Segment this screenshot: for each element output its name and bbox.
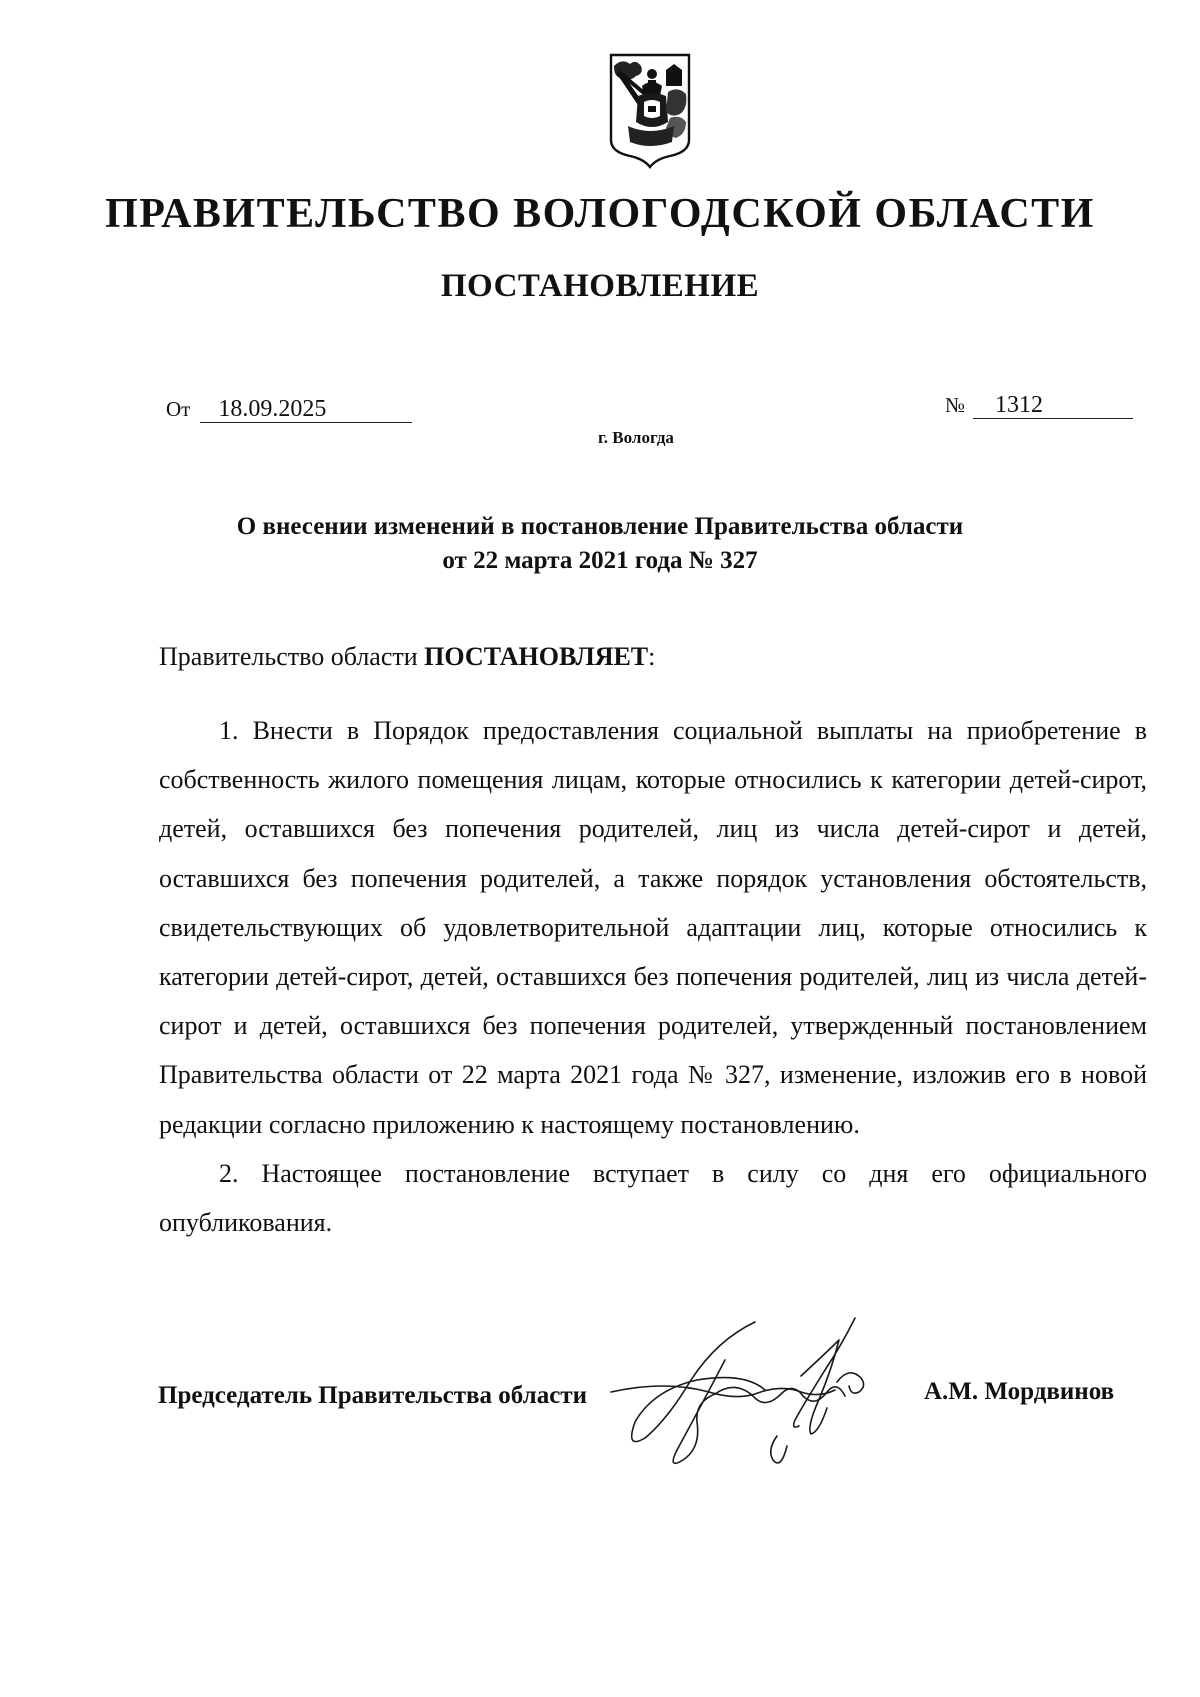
decree-preamble — [159, 642, 655, 672]
signatory-position: Председатель Правительства области — [158, 1382, 587, 1409]
date-field — [166, 396, 412, 423]
government-title: ПРАВИТЕЛЬСТВО ВОЛОГОДСКОЙ ОБЛАСТИ — [105, 191, 1095, 237]
decree-colon: : — [648, 642, 656, 671]
preamble-text: Правительство области — [159, 642, 418, 671]
signatory-name: А.М. Мордвинов — [924, 1378, 1115, 1405]
city: г. Вологда — [598, 428, 674, 447]
number-value: 1312 — [973, 392, 1133, 419]
vologda-coat-of-arms-icon — [608, 52, 692, 170]
number-field — [945, 392, 1133, 419]
subject-line-1: О внесении изменений в постановление Правительства области — [236, 513, 964, 540]
date-value: 18.09.2025 — [200, 396, 412, 423]
document-subject — [0, 510, 1200, 578]
handwritten-signature-icon — [605, 1310, 965, 1490]
decree-item-1: 1. Внести в Порядок предоставления социальной выплаты на приобретение в собственность жилого помещения лицам, которые относились к категории детей-сирот, детей, оставшихся без попечения родителей, лиц из числа детей-сирот и детей, оставшихся без попечения родителей, а также порядок установления обстоятельств, свидетельствующих об удовлетворительной адаптации лиц, которые относились к категории детей-сирот, детей, оставшихся без попечения родителей, лиц из числа детей-сирот и детей, оставшихся без попечения родителей, утвержденный постановлением Правительства области от 22 марта 2021 года № 327, изменение, изложив его в новой редакции согласно приложению к настоящему постановлению. — [159, 716, 1147, 1139]
document-type: ПОСТАНОВЛЕНИЕ — [440, 268, 760, 304]
decree-item-2: 2. Настоящее постановление вступает в силу со дня его официального опубликования. — [159, 1158, 1147, 1238]
decree-body — [159, 706, 1147, 1247]
number-prefix: № — [945, 393, 966, 417]
date-prefix: От — [166, 397, 191, 421]
subject-line-2: от 22 марта 2021 года № 327 — [442, 547, 758, 574]
decree-word: ПОСТАНОВЛЯЕТ — [424, 642, 649, 671]
